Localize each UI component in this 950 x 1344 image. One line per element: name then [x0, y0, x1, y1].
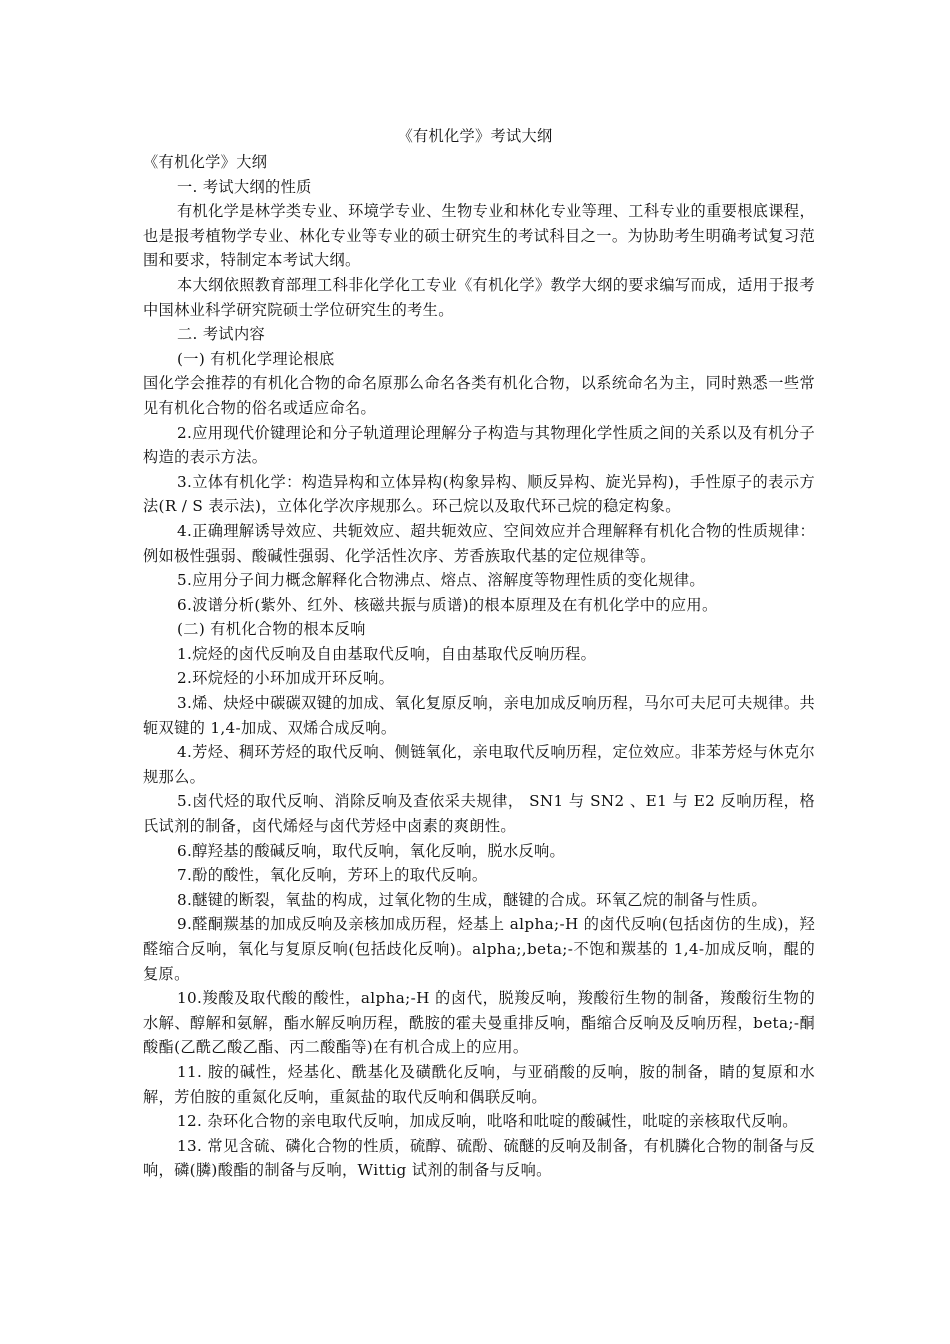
list-item: 5.应用分子间力概念解释化合物沸点、熔点、溶解度等物理性质的变化规律。 [177, 571, 705, 590]
list-item: 12. 杂环化合物的亲电取代反响，加成反响，吡咯和吡啶的酸碱性，吡啶的亲核取代反响。 [177, 1112, 798, 1131]
subsection-heading: (二) 有机化合物的根本反响 [177, 620, 366, 639]
subsection-heading: (一) 有机化学理论根底 [177, 349, 335, 368]
list-item: 13. 常见含硫、磷化合物的性质，硫醇、硫酚、硫醚的反响及制备，有机膦化合物的制备与反响，磷(膦)酸酯的制备与反响，Wittig 试剂的制备与反响。 [143, 1136, 815, 1180]
list-item: 3.烯、炔烃中碳碳双键的加成、氧化复原反响，亲电加成反响历程，马尔可夫尼可夫规律。共轭双键的 1,4-加成、双烯合成反响。 [143, 694, 815, 737]
section-heading: 二. 考试内容 [177, 325, 266, 344]
list-item: 11. 胺的碱性，烃基化、酰基化及磺酰化反响，与亚硝酸的反响，胺的制备，睛的复原和水解，芳伯胺的重氮化反响，重氮盐的取代反响和偶联反响。 [143, 1062, 815, 1106]
list-item: 9.醛酮羰基的加成反响及亲核加成历程，烃基上 alpha;-H 的卤代反响(包括卤仿的生成)，羟醛缩合反响，氧化与复原反响(包括歧化反响)。alpha;,beta;-不饱和羰基的 1,4-加成反响，醌的复原。 [143, 915, 815, 983]
list-item: 2.应用现代价键理论和分子轨道理论理解分子构造与其物理化学性质之间的关系以及有机分子构造的表示方法。 [143, 423, 815, 467]
list-item: 2.环烷烃的小环加成开环反响。 [177, 669, 395, 688]
paragraph: 有机化学是林学类专业、环境学专业、生物专业和林化专业等理、工科专业的重要根底课程，也是报考植物学专业、林化专业等专业的硕士研究生的考试科目之一。为协助考生明确考试复习范围和要求，特制定本考试大纲。 [143, 202, 815, 270]
list-item: 4.正确理解诱导效应、共轭效应、超共轭效应、空间效应并合理解释有机化合物的性质规律：例如极性强弱、酸碱性强弱、化学活性次序、芳香族取代基的定位规律等。 [143, 521, 815, 565]
document-title: 《有机化学》考试大纲 [397, 127, 553, 145]
list-item: 国化学会推荐的有机化合物的命名原那么命名各类有机化合物，以系统命名为主，同时熟悉一些常见有机化合物的俗名或适应命名。 [143, 374, 815, 417]
list-item: 10.羧酸及取代酸的酸性，alpha;-H 的卤代，脱羧反响，羧酸衍生物的制备，羧酸衍生物的水解、醇解和氨解，酯水解反响历程，酰胺的霍夫曼重排反响，酯缩合反响及反响历程，beta;-酮酸酯(乙酰乙酸乙酯、丙二酸酯等)在有机合成上的应用。 [143, 989, 815, 1057]
list-item: 3.立体有机化学：构造异构和立体异构(构象异构、顺反异构、旋光异构)，手性原子的表示方法(R / S 表示法)，立体化学次序规那么。环己烷以及取代环己烷的稳定构象。 [143, 472, 815, 516]
list-item: 4.芳烃、稠环芳烃的取代反响、侧链氧化，亲电取代反响历程，定位效应。非苯芳烃与休克尔规那么。 [143, 743, 815, 786]
section-heading: 一. 考试大纲的性质 [177, 177, 312, 196]
paragraph: 本大纲依照教育部理工科非化学化工专业《有机化学》教学大纲的要求编写而成，适用于报考中国林业科学研究院硕士学位研究生的考生。 [143, 275, 815, 319]
document-body [143, 150, 815, 1183]
list-item: 6.波谱分析(紫外、红外、核磁共振与质谱)的根本原理及在有机化学中的应用。 [177, 595, 718, 614]
list-item: 8.醚键的断裂，氧盐的构成，过氧化物的生成，醚键的合成。环氧乙烷的制备与性质。 [177, 890, 768, 909]
list-item: 6.醇羟基的酸碱反响，取代反响，氧化反响，脱水反响。 [177, 841, 566, 860]
list-item: 1.烷烃的卤代反响及自由基取代反响，自由基取代反响历程。 [177, 644, 597, 663]
list-item: 7.酚的酸性，氧化反响，芳环上的取代反响。 [177, 866, 488, 885]
list-item: 5.卤代烃的取代反响、消除反响及查依采夫规律， SN1 与 SN2 、E1 与 E2 反响历程，格氏试剂的制备，卤代烯烃与卤代芳烃中卤素的爽朗性。 [143, 792, 815, 836]
document-subtitle: 《有机化学》大纲 [143, 153, 268, 171]
